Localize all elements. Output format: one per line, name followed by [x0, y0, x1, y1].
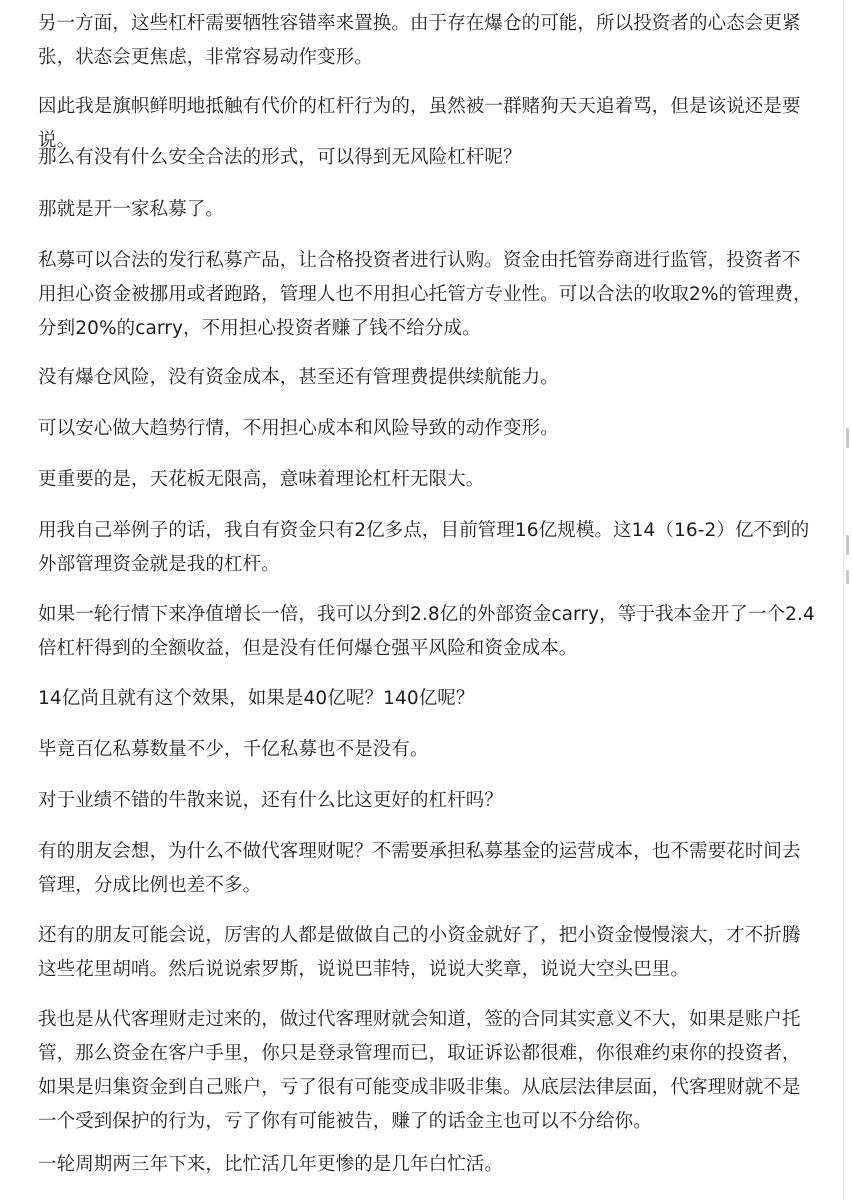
paragraph-3: 那么有没有什么安全合法的形式，可以得到无风险杠杆呢？	[38, 147, 522, 168]
paragraph-10: 如果一轮行情下来净值增长一倍，我可以分到2.8亿的外部资金carry，等于我本金开了一个2.4倍杠杆得到的全额收益，但是没有任何爆仓强平风险和资金成本。	[38, 604, 815, 659]
paragraph-9: 用我自己举例子的话，我自有资金只有2亿多点，目前管理16亿规模。这14（16-2）亿不到的外部管理资金就是我的杠杆。	[38, 520, 810, 575]
paragraph-8: 更重要的是，天花板无限高，意味着理论杠杆无限大。	[38, 469, 485, 490]
paragraph-4: 那就是开一家私募了。	[38, 199, 225, 220]
paragraph-11: 14亿尚且就有这个效果，如果是40亿呢？140亿呢？	[38, 688, 475, 709]
right-edge-fragment	[846, 535, 849, 555]
paragraph-7: 可以安心做大趋势行情，不用担心成本和风险导致的动作变形。	[38, 418, 559, 439]
paragraph-13: 对于业绩不错的牛散来说，还有什么比这更好的杠杆吗？	[38, 790, 504, 811]
paragraph-15: 还有的朋友可能会说，厉害的人都是做做自己的小资金就好了，把小资金慢慢滚大，才不折腾这些花里胡哨。然后说说索罗斯，说说巴菲特，说说大奖章，说说大空头巴里。	[38, 925, 801, 980]
paragraph-1: 另一方面，这些杠杆需要牺牲容错率来置换。由于存在爆仓的可能，所以投资者的心态会更紧张，状态会更焦虑，非常容易动作变形。	[38, 13, 801, 68]
paragraph-2: 因此我是旗帜鲜明地抵触有代价的杠杆行为的，虽然被一群赌狗天天追着骂，但是该说还是要说。	[38, 96, 801, 151]
paragraph-17: 一轮周期两三年下来，比忙活几年更惨的是几年白忙活。	[38, 1154, 504, 1175]
paragraph-5: 私募可以合法的发行私募产品，让合格投资者进行认购。资金由托管券商进行监管，投资者不用担心资金被挪用或者跑路，管理人也不用担心托管方专业性。可以合法的收取2%的管理费，分到20%的carry，不用担心投资者赚了钱不给分成。	[38, 250, 812, 339]
paragraph-14: 有的朋友会想，为什么不做代客理财呢？不需要承担私募基金的运营成本，也不需要花时间去管理，分成比例也差不多。	[38, 841, 801, 896]
paragraph-6: 没有爆仓风险，没有资金成本，甚至还有管理费提供续航能力。	[38, 367, 559, 388]
right-edge-rail	[836, 0, 852, 1200]
paragraph-12: 毕竟百亿私募数量不少，千亿私募也不是没有。	[38, 739, 429, 760]
right-edge-divider	[843, 0, 844, 1200]
right-edge-fragment	[846, 428, 849, 448]
right-edge-fragment	[846, 570, 849, 584]
paragraph-16: 我也是从代客理财走过来的，做过代客理财就会知道，签的合同其实意义不大，如果是账户托管，那么资金在客户手里，你只是登录管理而已，取证诉讼都很难，你很难约束你的投资者，如果是归集资金到自己账户，亏了很有可能变成非吸非集。从底层法律层面，代客理财就不是一个受到保护的行为，亏了你有可能被告，赚了的话金主也可以不分给你。	[38, 1009, 801, 1132]
